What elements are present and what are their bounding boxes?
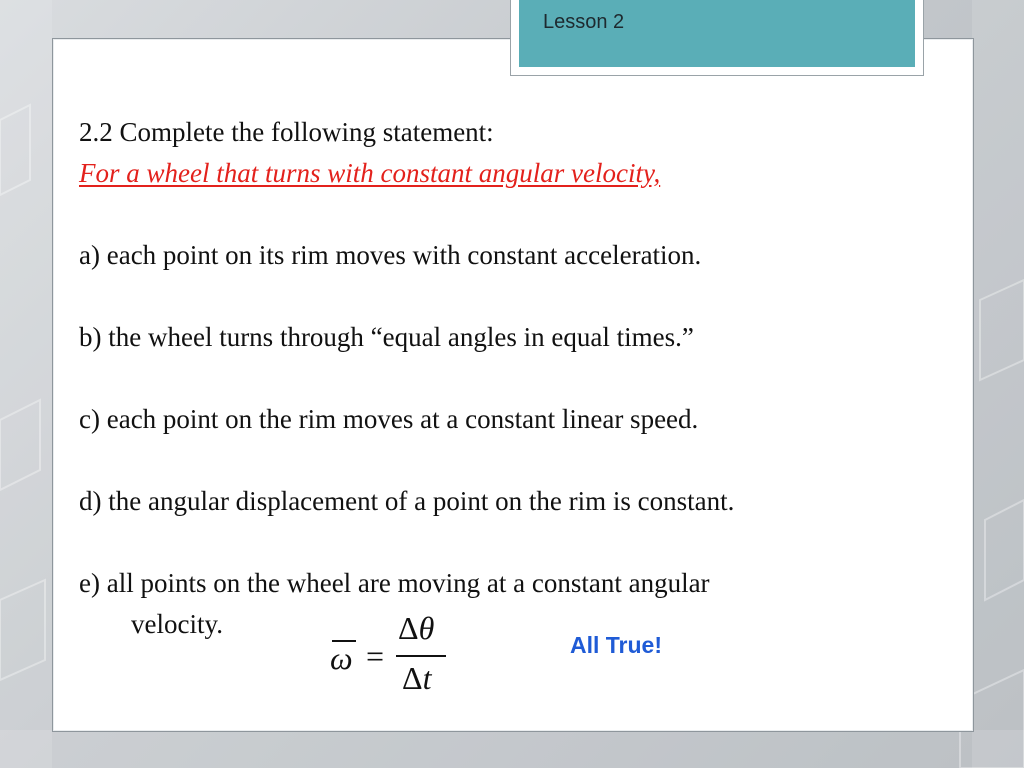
formula-omega: ω bbox=[330, 640, 353, 676]
lesson-label: Lesson 2 bbox=[543, 11, 625, 33]
option-e-continued: velocity. bbox=[131, 609, 223, 639]
lesson-tab bbox=[510, 0, 924, 76]
formula-equals: = bbox=[366, 638, 385, 674]
angular-velocity-formula bbox=[330, 612, 460, 702]
option-b: b) the wheel turns through “equal angles in equal times.” bbox=[79, 322, 694, 352]
answer-text: All True! bbox=[570, 632, 663, 658]
question-text: 2.2 Complete the following statement: bbox=[79, 117, 494, 147]
option-c: c) each point on the rim moves at a constant linear speed. bbox=[79, 404, 699, 434]
formula-denominator: Δt bbox=[402, 660, 432, 696]
statement-text: For a wheel that turns with constant angular velocity, bbox=[79, 158, 661, 188]
lesson-tab-fill bbox=[519, 0, 915, 67]
formula-numerator: Δθ bbox=[398, 610, 435, 646]
slide-content bbox=[79, 112, 734, 645]
option-a: a) each point on its rim moves with constant acceleration. bbox=[79, 240, 702, 270]
option-e: e) all points on the wheel are moving at a constant angular bbox=[79, 568, 710, 598]
option-d: d) the angular displacement of a point on the rim is constant. bbox=[79, 486, 735, 516]
fraction-bar bbox=[396, 655, 446, 657]
